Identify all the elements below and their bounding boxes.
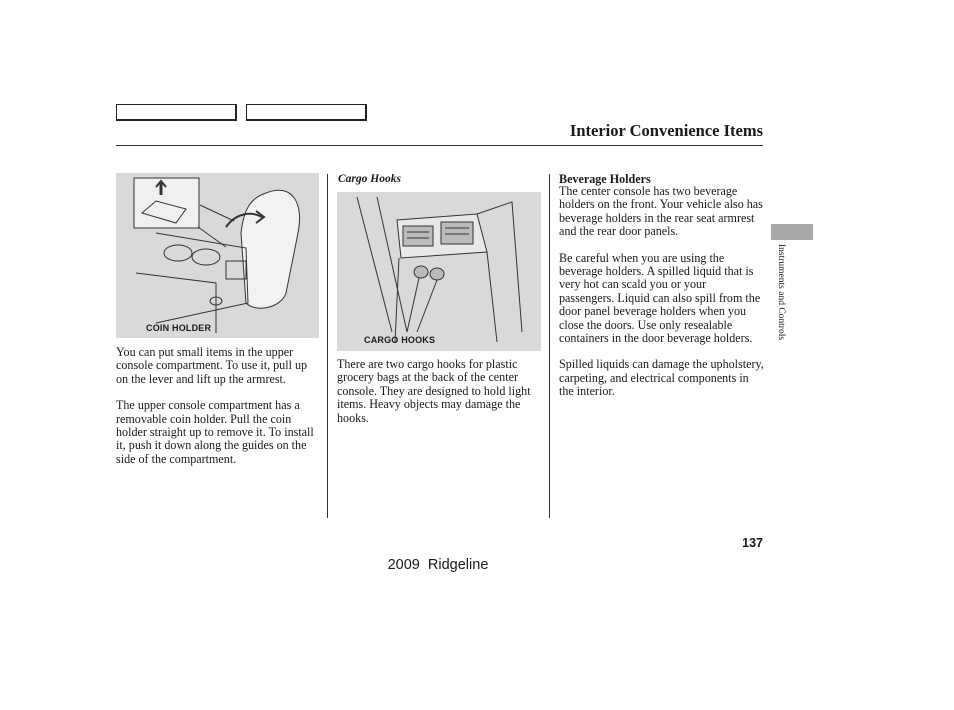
page-number: 137 xyxy=(742,536,763,550)
coin-holder-illustration xyxy=(116,173,319,338)
paragraph: Spilled liquids can damage the upholstery, carpeting, and electrical components in the interior. xyxy=(559,357,764,399)
paragraph: Be careful when you are using the beverage holders. A spilled liquid that is very hot can scald you or your passengers. Liquid can also spill from the door panel beverage holders when you close the doors. Use only resealable containers in the door beverage holders. xyxy=(559,250,761,346)
nav-button-contents[interactable] xyxy=(116,104,237,121)
nav-button-index[interactable] xyxy=(246,104,367,121)
cargo-hooks-illustration xyxy=(337,192,541,351)
cargo-hooks-text xyxy=(337,358,542,425)
page-title: Interior Convenience Items xyxy=(569,121,763,140)
coin-holder-drawing xyxy=(116,173,319,338)
paragraph: There are two cargo hooks for plastic grocery bags at the back of the center console. They are designed to hold light items. Heavy objects may damage the hooks. xyxy=(337,357,531,425)
cargo-hooks-drawing xyxy=(337,192,541,351)
beverage-holders-heading: Beverage Holders xyxy=(559,172,651,186)
beverage-holders-text xyxy=(559,185,764,399)
cargo-hooks-label: CARGO HOOKS xyxy=(364,335,436,345)
paragraph: The upper console compartment has a removable coin holder. Pull the coin holder straight up to remove it. To install it, push it down along the guides on the side of the compartment. xyxy=(116,398,314,466)
header-divider xyxy=(116,145,763,146)
column-divider-2 xyxy=(549,174,550,518)
cargo-hooks-heading: Cargo Hooks xyxy=(338,173,401,185)
column-divider-1 xyxy=(327,174,328,518)
footer-model: 2009 Ridgeline xyxy=(387,557,489,573)
coin-holder-text xyxy=(116,346,321,466)
section-tab-label: Instruments and Controls xyxy=(776,244,786,341)
paragraph: You can put small items in the upper console compartment. To use it, pull up on the lever and lift up the armrest. xyxy=(116,345,308,386)
paragraph: The center console has two beverage holders on the front. Your vehicle also has beverage holders in the rear seat armrest and the rear door panels. xyxy=(559,184,763,239)
section-tab-marker[interactable] xyxy=(771,224,813,240)
coin-holder-label: COIN HOLDER xyxy=(146,323,212,333)
